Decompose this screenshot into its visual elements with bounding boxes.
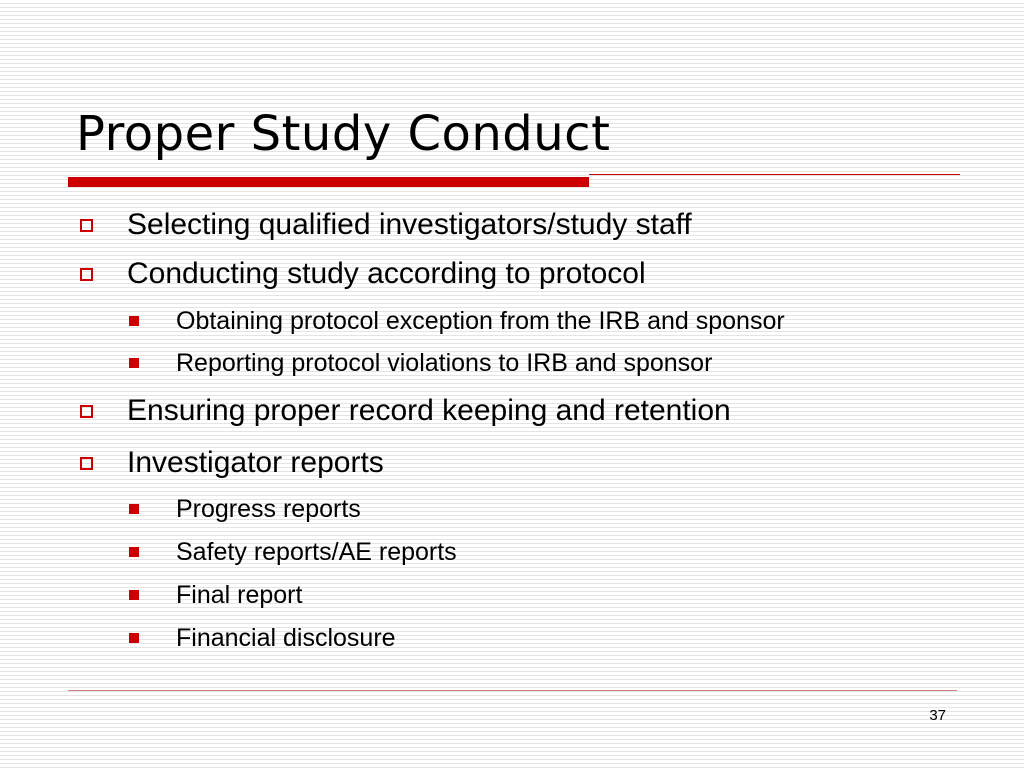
bullet-text: Selecting qualified investigators/study staff xyxy=(127,208,692,241)
filled-square-bullet-icon xyxy=(129,590,139,600)
sub-bullet-item xyxy=(129,536,457,568)
hollow-square-bullet-icon xyxy=(80,405,93,418)
hollow-square-bullet-icon xyxy=(80,457,93,470)
bullet-item xyxy=(76,391,731,431)
sub-bullet-text: Financial disclosure xyxy=(176,624,396,652)
filled-square-bullet-icon xyxy=(129,633,139,643)
slide-title: Proper Study Conduct xyxy=(76,106,611,162)
filled-square-bullet-icon xyxy=(129,547,139,557)
hollow-square-bullet-icon xyxy=(80,268,93,281)
sub-bullet-text: Safety reports/AE reports xyxy=(176,538,457,566)
footer-divider xyxy=(68,690,957,691)
bullet-item xyxy=(76,443,384,483)
sub-bullet-text: Reporting protocol violations to IRB and sponsor xyxy=(176,349,713,377)
page-number: 37 xyxy=(929,707,946,724)
sub-bullet-text: Final report xyxy=(176,581,303,609)
sub-bullet-item xyxy=(129,579,302,611)
sub-bullet-item xyxy=(129,493,361,525)
bullet-text: Investigator reports xyxy=(127,446,384,479)
bullet-text: Conducting study according to protocol xyxy=(127,257,646,290)
filled-square-bullet-icon xyxy=(129,504,139,514)
bullet-item xyxy=(76,205,692,245)
sub-bullet-item xyxy=(129,622,396,654)
bullet-text: Ensuring proper record keeping and retention xyxy=(127,394,731,427)
filled-square-bullet-icon xyxy=(129,358,139,368)
filled-square-bullet-icon xyxy=(129,316,139,326)
sub-bullet-item xyxy=(129,347,712,379)
sub-bullet-text: Obtaining protocol exception from the IRB and sponsor xyxy=(176,307,785,335)
bullet-item xyxy=(76,254,646,294)
sub-bullet-text: Progress reports xyxy=(176,495,361,523)
sub-bullet-item xyxy=(129,305,785,337)
hollow-square-bullet-icon xyxy=(80,219,93,232)
